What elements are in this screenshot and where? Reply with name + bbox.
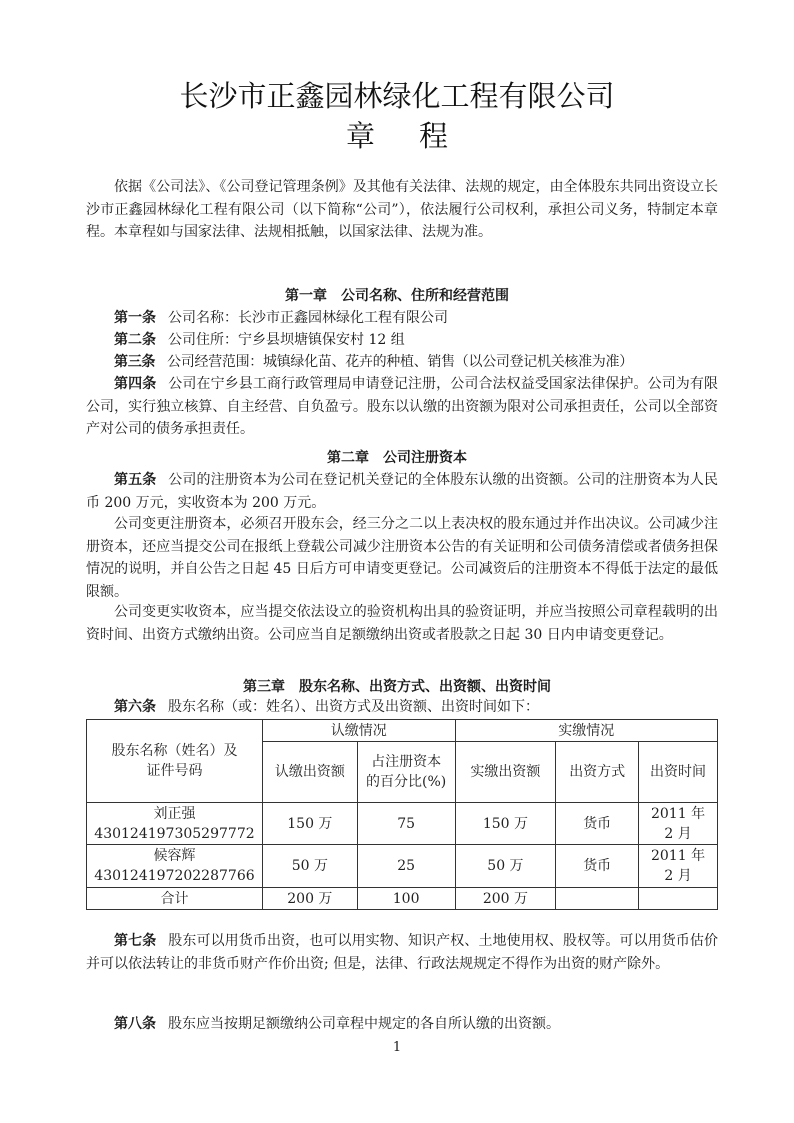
preamble: 依据《公司法》、《公司登记管理条例》及其他有关法律、法规的规定，由全体股东共同出资设立长沙市正鑫园林绿化工程有限公司（以下简称“公司”），依法履行公司权利，承担公司义务，特制定本章程。本章程如与国家法律、法规相抵触，以国家法律、法规为准。 <box>86 179 718 240</box>
subscribed-amount: 50 万 <box>262 845 357 888</box>
total-method <box>556 888 639 910</box>
paid-capital-paragraph: 公司变更实收资本，应当提交依法设立的验资机构出具的验资证明，并应当按照公司章程载明的出资时间、出资方式缴纳出资。公司应当自足额缴纳出资或者股款之日起 30 日内申请变更登记。 <box>86 604 718 643</box>
article-label: 第二条 <box>114 332 156 348</box>
total-row <box>87 888 718 910</box>
article-text: 股东应当按期足额缴纳公司章程中规定的各自所认缴的出资额。 <box>168 1016 560 1032</box>
header-group-subscribed: 认缴情况 <box>262 720 455 742</box>
page-number: 1 <box>392 1040 402 1055</box>
chapter-2-heading: 第二章 公司注册资本 <box>327 450 467 466</box>
header-subscribed-amount: 认缴出资额 <box>262 742 357 803</box>
time-month: 2 月 <box>664 825 692 842</box>
article-6 <box>86 696 718 719</box>
article-7 <box>86 930 718 975</box>
article-4 <box>86 373 718 441</box>
article-text: 公司在宁乡县工商行政管理局申请登记注册，公司合法权益受国家法律保护。公司为有限公司，实行独立核算、自主经营、自负盈亏。股东以认缴的出资额为限对公司承担责任，公司以全部资产对公司的债务承担责任。 <box>86 376 719 437</box>
time-year: 2011 年 <box>650 805 706 822</box>
shareholder-id: 430124197202287766 <box>94 868 255 884</box>
header-percent: 占注册资本的百分比(%) <box>357 742 455 803</box>
capital-change-paragraph: 公司变更注册资本，必须召开股东会，经三分之二以上表决权的股东通过并作出决议。公司减少注册资本，还应当提交公司在报纸上登载公司减少注册资本公告的有关证明和公司债务清偿或者债务担保情况的说明，并自公告之日起 45 日后方可申请变更登记。公司减资后的注册资本不得低于法定的最低限额。 <box>86 516 718 600</box>
article-text: 公司住所：宁乡县坝塘镇保安村 12 组 <box>168 332 405 348</box>
article-label: 第五条 <box>114 472 157 488</box>
shareholder-cell <box>87 803 263 845</box>
total-time <box>639 888 718 910</box>
article-text: 股东可以用货币出资，也可以用实物、知识产权、土地使用权、股权等。可以用货币估价并可以依法转让的非货币财产作价出资; 但是，法律、行政法规规定不得作为出资的财产除外。 <box>86 933 719 972</box>
document-subtitle: 章程 <box>345 119 492 153</box>
total-subscribed: 200 万 <box>262 888 357 910</box>
article-3 <box>86 351 718 374</box>
table-row <box>87 803 718 845</box>
percent: 75 <box>357 803 455 845</box>
header-paid-amount: 实缴出资额 <box>455 742 556 803</box>
article-label: 第六条 <box>114 699 156 715</box>
article-label: 第一条 <box>114 310 156 326</box>
time-month: 2 月 <box>664 868 692 884</box>
article-text: 公司的注册资本为公司在登记机关登记的全体股东认缴的出资额。公司的注册资本为人民币 200 万元，实收资本为 200 万元。 <box>86 472 719 511</box>
time-cell <box>639 845 718 888</box>
percent: 25 <box>357 845 455 888</box>
time-year: 2011 年 <box>650 848 706 864</box>
total-paid: 200 万 <box>455 888 556 910</box>
total-percent: 100 <box>357 888 455 910</box>
total-label: 合计 <box>87 888 263 910</box>
article-label: 第三条 <box>114 354 156 370</box>
article-5 <box>86 469 718 514</box>
paid-amount: 50 万 <box>455 845 556 888</box>
article-label: 第七条 <box>114 933 157 949</box>
shareholder-name: 刘正强 <box>153 805 196 822</box>
article-8 <box>86 1013 718 1036</box>
document-title: 长沙市正鑫园林绿化工程有限公司 <box>179 79 615 113</box>
time-cell <box>639 803 718 845</box>
shareholder-contribution-table <box>86 719 718 910</box>
header-group-paid: 实缴情况 <box>455 720 717 742</box>
shareholder-name: 候容辉 <box>153 848 196 864</box>
header-time: 出资时间 <box>639 742 718 803</box>
chapter-1-heading: 第一章 公司名称、住所和经营范围 <box>285 288 509 304</box>
method: 货币 <box>556 845 639 888</box>
shareholder-cell <box>87 845 263 888</box>
article-label: 第四条 <box>114 376 157 392</box>
article-text: 公司名称：长沙市正鑫园林绿化工程有限公司 <box>168 310 448 326</box>
method: 货币 <box>556 803 639 845</box>
subscribed-amount: 150 万 <box>262 803 357 845</box>
article-text: 公司经营范围：城镇绿化苗、花卉的种植、销售（以公司登记机关核准为准） <box>167 354 633 370</box>
paid-amount: 150 万 <box>455 803 556 845</box>
article-1 <box>86 307 718 330</box>
table-row <box>87 845 718 888</box>
header-shareholder-name: 股东名称（姓名）及证件号码 <box>87 720 263 803</box>
article-text: 股东名称（或：姓名）、出资方式及出资额、出资时间如下： <box>168 699 539 715</box>
chapter-3-heading: 第三章 股东名称、出资方式、出资额、出资时间 <box>243 679 551 695</box>
header-method: 出资方式 <box>556 742 639 803</box>
shareholder-id: 430124197305297772 <box>94 825 255 842</box>
article-label: 第八条 <box>114 1016 156 1032</box>
article-2 <box>86 329 718 352</box>
